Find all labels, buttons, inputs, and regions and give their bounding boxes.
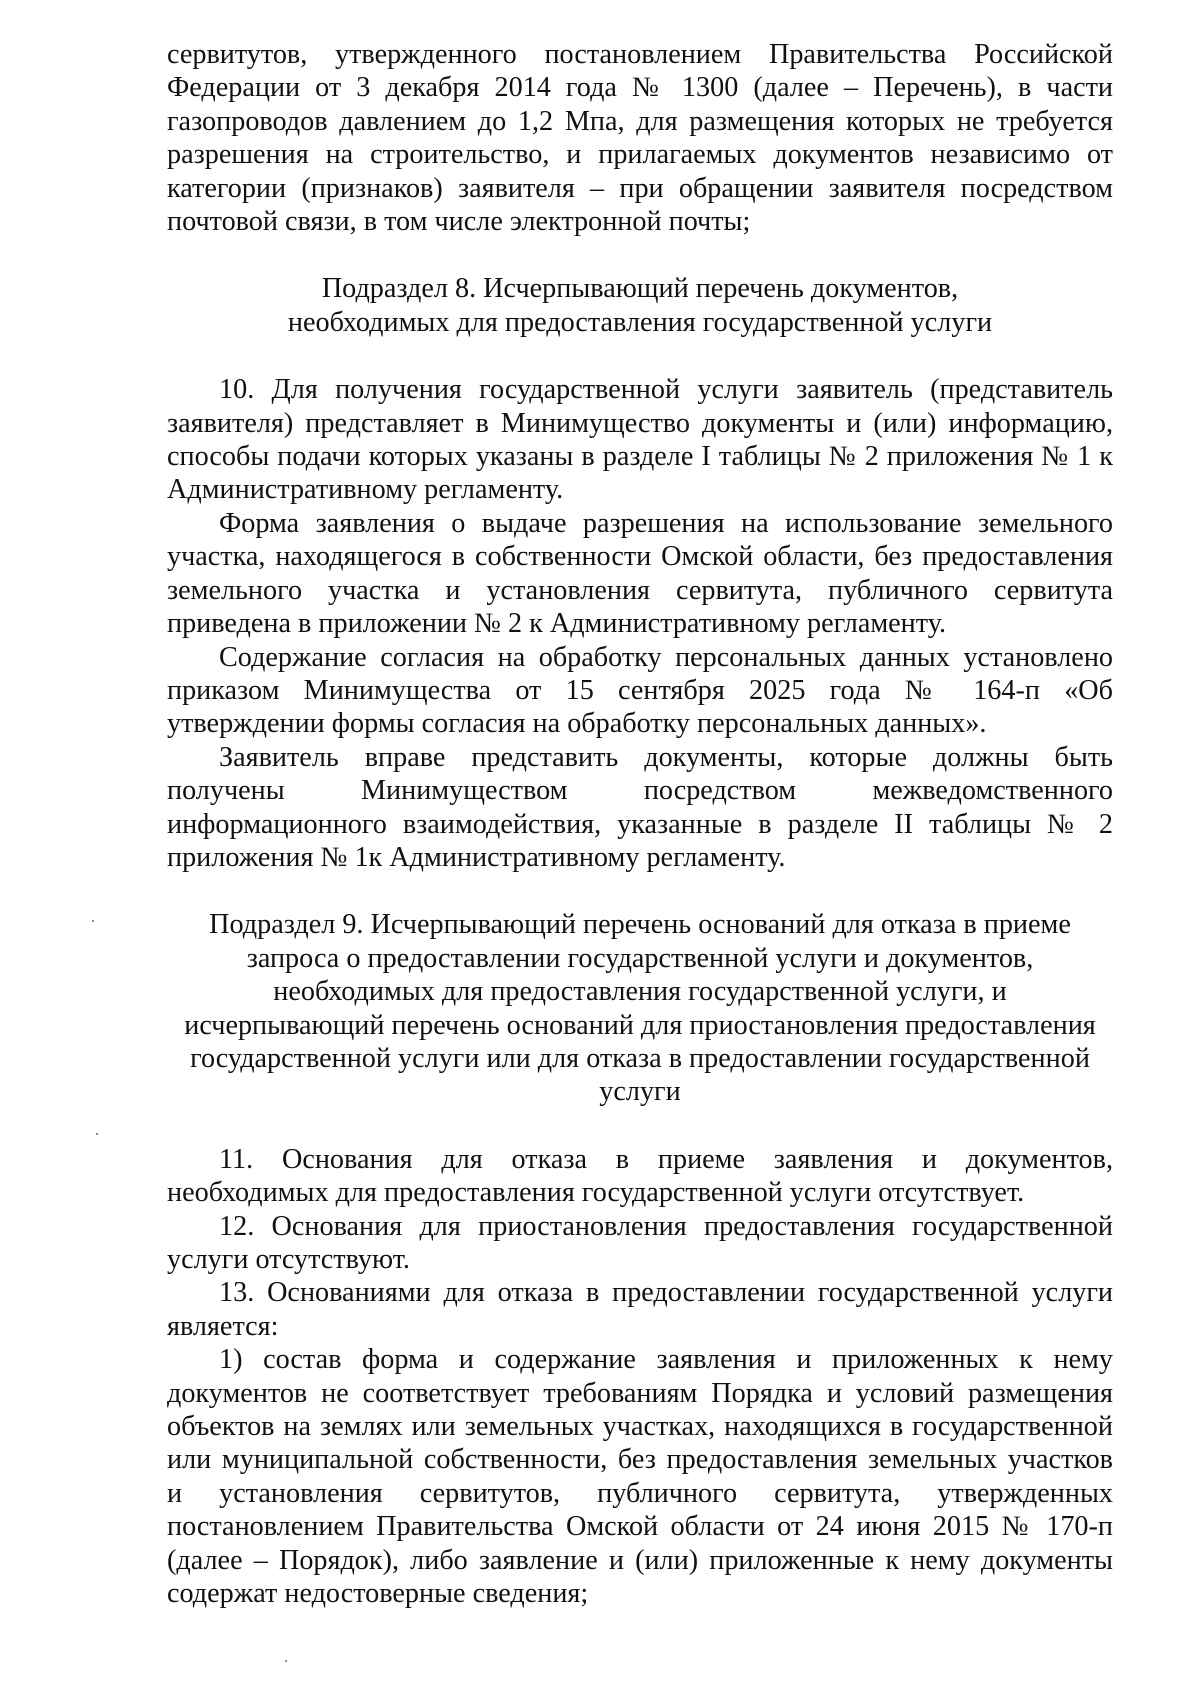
text-line: приложения № 1к Административному регламенту. [167, 841, 786, 873]
text-line: утверждении формы согласия на обработку персональных данных». [167, 708, 987, 740]
intro-paragraph [167, 38, 1113, 238]
text-line: 10. Для получения государственной услуги заявитель (представитель [219, 374, 1113, 406]
text-line: Заявитель вправе представить документы, которые должны быть [219, 741, 1113, 773]
paragraph-applicant-right [167, 741, 1113, 875]
text-line: Форма заявления о выдаче разрешения на использование земельного [219, 507, 1113, 539]
text-line: разрешения на строительство, и прилагаемых документов независимо от [167, 139, 1113, 171]
heading-line: государственной услуги или для отказа в предоставлении государственной [190, 1042, 1090, 1074]
text-line: (далее – Порядок), либо заявление и (или) приложенные к нему документы [167, 1544, 1113, 1576]
text-line: земельного участка и установления сервитута, публичного сервитута [167, 574, 1113, 606]
text-line: способы подачи которых указаны в разделе I таблицы № 2 приложения № 1 к [167, 441, 1113, 473]
text-line: и установления сервитутов, публичного сервитута, утвержденных [167, 1477, 1113, 1509]
heading-line: исчерпывающий перечень оснований для приостановления предоставления [184, 1009, 1096, 1041]
paragraph-12 [167, 1210, 1113, 1277]
section-9-heading [167, 908, 1113, 1108]
document-body [167, 38, 1113, 1610]
text-line: сервитутов, утвержденного постановлением Правительства Российской [167, 39, 1113, 70]
text-line: приказом Минимущества от 15 сентября 2025 года № 164-п «Об [167, 674, 1113, 706]
heading-line: необходимых для предоставления государственной услуги [287, 306, 993, 338]
heading-line: услуги [599, 1076, 681, 1108]
scan-speck [285, 1660, 287, 1662]
text-line: объектов на землях или земельных участках, находящихся в государственной [167, 1411, 1113, 1443]
text-line: или муниципальной собственности, без предоставления земельных участков [167, 1444, 1113, 1476]
section-8-heading [167, 272, 1113, 339]
text-line: получены Минимуществом посредством межведомственного [167, 775, 1113, 807]
text-line: информационного взаимодействия, указанные в разделе II таблицы № 2 [167, 808, 1113, 840]
text-line: Административному регламенту. [167, 474, 564, 506]
text-line: Федерации от 3 декабря 2014 года № 1300 (далее – Перечень), в части [167, 72, 1113, 104]
text-line: Содержание согласия на обработку персональных данных установлено [219, 641, 1113, 673]
text-line: содержат недостоверные сведения; [167, 1578, 589, 1610]
paragraph-13-item-1 [167, 1343, 1113, 1610]
text-line: категории (признаков) заявителя – при обращении заявителя посредством [167, 172, 1113, 204]
scan-speck [96, 1133, 98, 1135]
scan-speck [92, 920, 94, 922]
text-line: 12. Основания для приостановления предоставления государственной [219, 1210, 1113, 1242]
paragraph-11 [167, 1143, 1113, 1210]
text-line: документов не соответствует требованиям Порядка и условий размещения [167, 1377, 1113, 1409]
text-line: почтовой связи, в том числе электронной почты; [167, 206, 751, 238]
paragraph-13 [167, 1276, 1113, 1343]
text-line: является: [167, 1310, 279, 1342]
text-line: постановлением Правительства Омской области от 24 июня 2015 № 170-п [167, 1511, 1113, 1543]
text-line: 11. Основания для отказа в приеме заявления и документов, [219, 1143, 1113, 1175]
text-line: 13. Основаниями для отказа в предоставлении государственной услуги [219, 1277, 1113, 1309]
paragraph-application-form [167, 507, 1113, 641]
text-line: заявителя) представляет в Минимущество документы и (или) информацию, [167, 407, 1113, 439]
heading-line: запроса о предоставлении государственной услуги и документов, [246, 942, 1034, 974]
heading-line: Подраздел 9. Исчерпывающий перечень оснований для отказа в приеме [209, 909, 1071, 941]
text-line: участка, находящегося в собственности Омской области, без предоставления [167, 541, 1113, 573]
text-line: газопроводов давлением до 1,2 Мпа, для размещения которых не требуется [167, 105, 1113, 137]
heading-line: Подраздел 8. Исчерпывающий перечень документов, [321, 273, 959, 305]
paragraph-10 [167, 373, 1113, 507]
heading-line: необходимых для предоставления государственной услуги, и [273, 976, 1007, 1008]
paragraph-consent [167, 641, 1113, 741]
text-line: 1) состав форма и содержание заявления и приложенных к нему [219, 1344, 1113, 1376]
text-line: необходимых для предоставления государственной услуги отсутствует. [167, 1177, 1025, 1209]
text-line: услуги отсутствуют. [167, 1244, 410, 1275]
text-line: приведена в приложении № 2 к Административному регламенту. [167, 608, 947, 640]
